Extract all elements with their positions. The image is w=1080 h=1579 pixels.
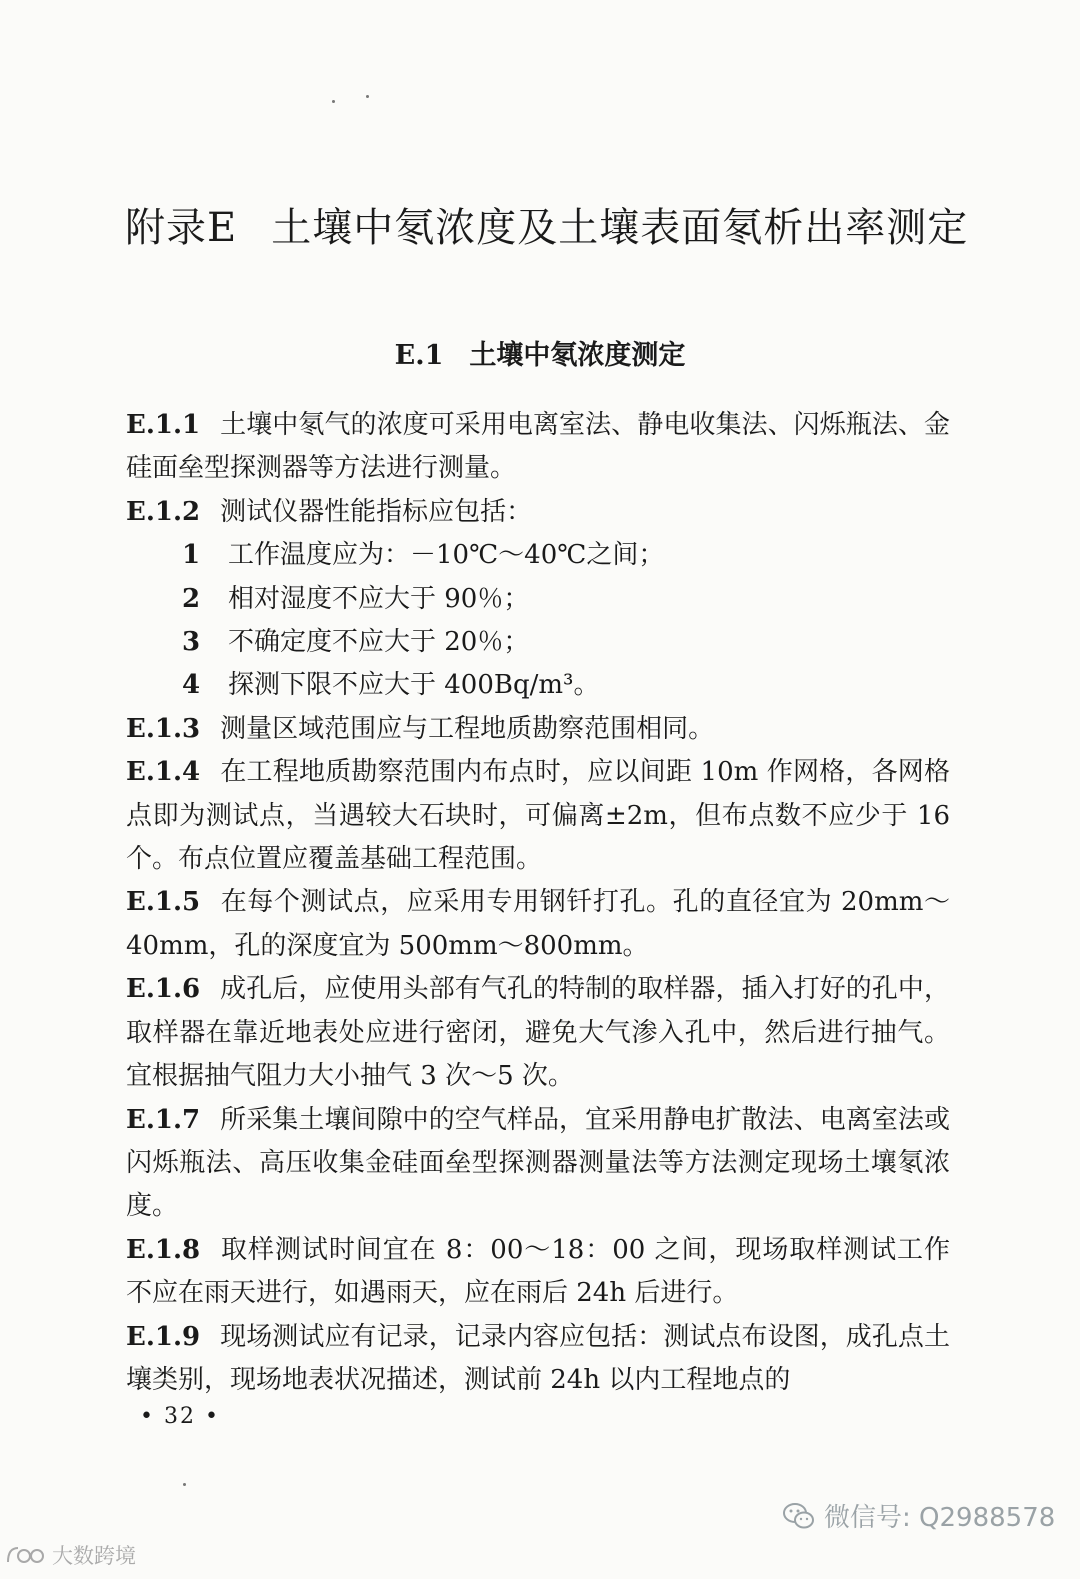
clause-number: E.1.8 [126, 1234, 201, 1265]
brand-watermark [4, 1540, 136, 1570]
wechat-id-text: 微信号: Q2988578 [824, 1503, 1056, 1533]
item-text: 相对湿度不应大于 90％； [228, 583, 530, 614]
wechat-watermark [782, 1497, 1055, 1534]
clause-number: E.1.3 [126, 713, 201, 744]
clause-text: 在工程地质勘察范围内布点时，应以间距 10m 作网格，各网格点即为测试点，当遇较大石块时，可偏离±2m，但布点数不应少于 16 个。布点位置应覆盖基础工程范围。 [126, 757, 950, 875]
item-number: 1 [182, 540, 201, 571]
appendix-title-text: 土壤中氡浓度及土壤表面氡析出率测定 [271, 205, 969, 251]
clause-text: 现场测试应有记录，记录内容应包括：测试点布设图，成孔点土壤类别，现场地表状况描述，测试前 24h 以内工程地点的 [126, 1321, 950, 1395]
clause-text: 在每个测试点，应采用专用钢钎打孔。孔的直径宜为 20mm～40mm，孔的深度宜为 500mm～800mm。 [126, 887, 950, 961]
clause-e-1-9 [126, 1316, 950, 1403]
clause-number: E.1.1 [126, 410, 201, 440]
scan-speck [332, 100, 335, 103]
clause-number: E.1.4 [126, 757, 201, 788]
clause-number: E.1.7 [126, 1104, 201, 1135]
appendix-title [125, 200, 969, 256]
clause-number: E.1.6 [126, 974, 201, 1005]
clause-e-1-1 [126, 404, 950, 491]
clause-number: E.1.2 [126, 496, 201, 527]
clause-text: 所采集土壤间隙中的空气样品，宜采用静电扩散法、电离室法或闪烁瓶法、高压收集金硅面垒型探测器测量法等方法测定现场土壤氡浓度。 [126, 1104, 950, 1222]
clause-e-1-3 [126, 708, 950, 751]
clause-text: 测量区域范围应与工程地质勘察范围相同。 [220, 713, 715, 744]
list-item [126, 664, 950, 707]
clause-number: E.1.9 [126, 1321, 201, 1352]
clause-e-1-8 [126, 1229, 950, 1316]
wechat-icon [782, 1502, 816, 1530]
list-item [126, 621, 950, 664]
item-number: 4 [182, 670, 201, 701]
clause-e-1-5 [126, 881, 950, 968]
brand-name-text: 大数跨境 [52, 1544, 136, 1568]
document-body [126, 404, 950, 1402]
clause-number: E.1.5 [126, 887, 201, 918]
brand-logo-icon [4, 1542, 48, 1568]
clause-text: 土壤中氡气的浓度可采用电离室法、静电收集法、闪烁瓶法、金硅面垒型探测器等方法进行测量。 [126, 410, 950, 484]
appendix-label: 附录E [125, 205, 238, 251]
clause-e-1-4 [126, 751, 950, 881]
page-number: • 32 • [140, 1404, 220, 1429]
item-text: 工作温度应为：－10℃～40℃之间； [228, 540, 665, 571]
clause-e-1-7 [126, 1099, 950, 1229]
clause-text: 成孔后，应使用头部有气孔的特制的取样器，插入打好的孔中，取样器在靠近地表处应进行密闭，避免大气渗入孔中，然后进行抽气。宜根据抽气阻力大小抽气 3 次～5 次。 [126, 974, 950, 1092]
item-text: 不确定度不应大于 20％； [228, 627, 530, 658]
section-number: E.1 [394, 340, 444, 371]
scan-speck [366, 95, 369, 98]
list-item [126, 534, 950, 577]
section-heading [0, 336, 1080, 376]
scan-speck [183, 1483, 186, 1486]
clause-e-1-6 [126, 968, 950, 1098]
clause-text: 测试仪器性能指标应包括： [220, 496, 533, 527]
clause-text: 取样测试时间宜在 8：00～18：00 之间，现场取样测试工作不应在雨天进行，如遇雨天，应在雨后 24h 后进行。 [126, 1234, 950, 1309]
clause-e-1-2 [126, 491, 950, 534]
item-number: 3 [182, 627, 201, 658]
list-item [126, 578, 950, 621]
item-number: 2 [182, 583, 201, 614]
section-title: 土壤中氡浓度测定 [469, 340, 686, 371]
item-text: 探测下限不应大于 400Bq/m³。 [228, 670, 600, 701]
